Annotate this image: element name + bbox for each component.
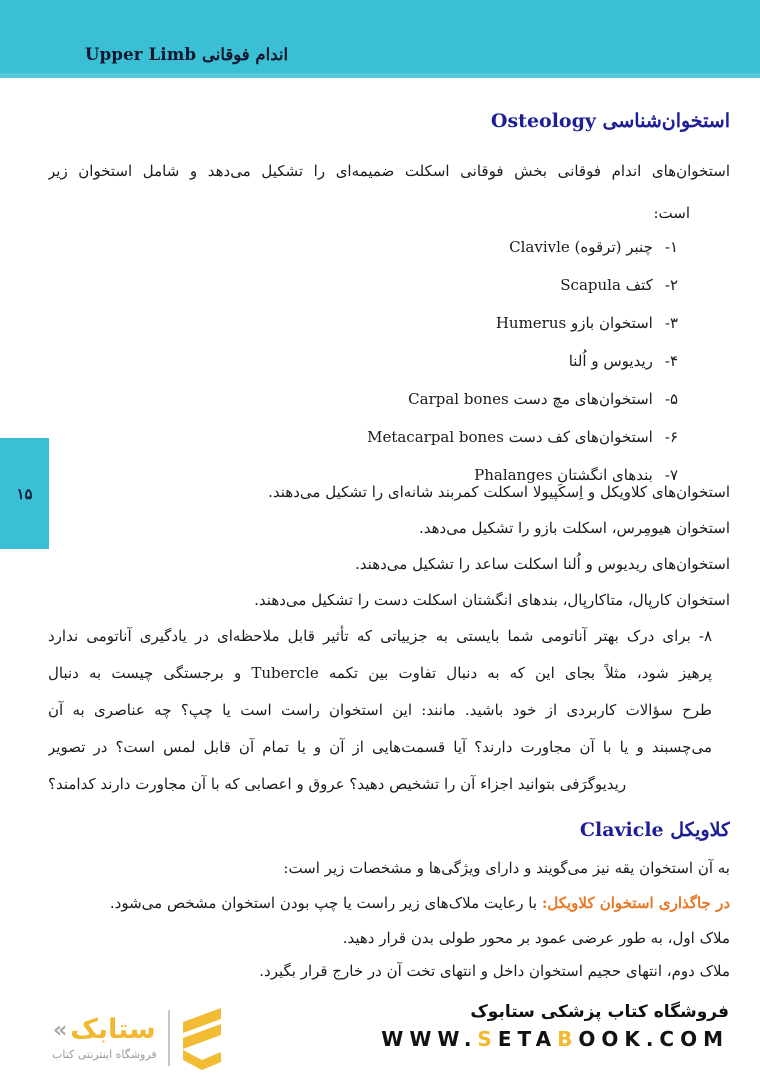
tip-line: ۸- برای درک بهتر آناتومی شما بایستی به جزییاتی که تأثیر قابل ملاحظه‌ای در یادگیری آناتومی ندارد xyxy=(48,627,712,645)
list-item xyxy=(48,380,730,418)
header-band xyxy=(0,0,760,78)
logo-divider xyxy=(168,1010,170,1066)
section-heading-clavicle: کلاویکل Clavicle xyxy=(579,819,730,841)
intro-paragraph-line2: است: xyxy=(653,204,690,222)
tip-line: می‌چسبند و یا با آن مجاورت دارند؟ آیا قسمت‌هایی از آن و یا تمام آن قابل لمس است؟ در تصویر xyxy=(48,738,712,756)
header-band-edge xyxy=(0,73,760,78)
list-item-number: ۳- xyxy=(664,314,678,332)
store-url xyxy=(381,1027,729,1051)
page-number: ۱۵ xyxy=(16,484,33,503)
list-item-number: ۴- xyxy=(664,352,678,370)
list-item-label: استخوان بازو Humerus xyxy=(495,314,653,332)
clavicle-placement-line xyxy=(48,888,730,918)
logo-wordmark: ستابک xyxy=(70,1014,156,1045)
note-line: استخوان کارپال، متاکارپال، بندهای انگشتان اسکلت دست را تشکیل می‌دهند. xyxy=(254,591,730,609)
list-item xyxy=(48,304,730,342)
logo-tagline: فروشگاه اینترنتی کتاب xyxy=(52,1048,157,1061)
store-title: فروشگاه کتاب پزشکی ستابوک xyxy=(470,1002,729,1022)
list-item-label: کتف Scapula xyxy=(560,276,653,294)
list-item-number: ۲- xyxy=(664,276,678,294)
chapter-title: اندام فوقانی Upper Limb xyxy=(85,45,289,64)
list-item-label: چنبر (ترقوه) Clavivle xyxy=(509,238,653,256)
placement-lead-text: در جاگذاری استخوان کلاویکل: xyxy=(541,894,730,912)
clavicle-criterion-1: ملاک اول، به طور عرضی عمود بر محور طولی بدن قرار دهید. xyxy=(342,929,730,947)
list-item-number: ۵- xyxy=(664,390,678,408)
chevron-stack-icon xyxy=(181,1006,221,1070)
list-item xyxy=(48,228,730,266)
clavicle-criterion-2: ملاک دوم، انتهای حجیم استخوان داخل و انتهای تخت آن در خارج قرار بگیرد. xyxy=(259,962,730,980)
bones-list xyxy=(48,228,730,494)
section-heading-osteology: استخوان‌شناسی Osteology xyxy=(490,110,730,132)
intro-paragraph-line1: استخوان‌های اندام فوقانی بخش فوقانی اسکلت ضمیمه‌ای را تشکیل می‌دهد و شامل استخوان زیر xyxy=(48,162,730,180)
tip-line: پرهیز شود، مثلاً بجای این که به دنبال تفاوت بین تکمه Tubercle و برجستگی چیست به دنبال xyxy=(48,664,712,682)
note-line: استخوان‌های ریدیوس و اُلنا اسکلت ساعد را تشکیل می‌دهند. xyxy=(355,555,730,573)
note-line: استخوان‌های کلاویکل و اِسکَپیولا اسکلت کمربند شانه‌ای را تشکیل می‌دهند. xyxy=(268,483,730,501)
footer-store-block xyxy=(381,1002,729,1051)
list-item xyxy=(48,266,730,304)
list-item-number: ۶- xyxy=(664,428,678,446)
setabook-logo xyxy=(52,1004,221,1072)
tip-line: ریدیوگرَفی بتوانید اجزاء آن را تشخیص دهید؟ عروق و اعصابی که با آن مجاورت دارند کدامند؟ xyxy=(48,775,627,793)
note-line: استخوان هیومِرس، اسکلت بازو را تشکیل می‌دهد. xyxy=(419,519,730,537)
logo-wordmark-row xyxy=(53,1015,156,1045)
logo-text-column xyxy=(52,1015,157,1061)
study-tip-paragraph xyxy=(48,618,712,803)
list-item-number: ۱- xyxy=(664,238,678,256)
list-item-label: بندهای انگشتان Phalanges xyxy=(474,466,653,484)
list-item xyxy=(48,342,730,380)
placement-rest-text: با رعایت ملاک‌های زیر راست یا چپ بودن استخوان مشخص می‌شود. xyxy=(109,894,542,912)
list-item-label: ریدیوس و اُلنا xyxy=(568,352,653,370)
list-item xyxy=(48,418,730,456)
list-item-number: ۷- xyxy=(664,466,678,484)
tip-line: طرح سؤالات کاربردی از خود باشید. مانند: این استخوان راست است یا چپ؟ چه عناصری به آن xyxy=(48,701,712,719)
clavicle-paragraph: به آن استخوان یقه نیز می‌گویند و دارای ویژگی‌ها و مشخصات زیر است: xyxy=(283,859,730,877)
list-item-label: استخوان‌های کف دست Metacarpal bones xyxy=(367,428,653,446)
url-part: ETA xyxy=(497,1027,558,1051)
url-part: OOK.COM xyxy=(578,1027,729,1051)
url-part: WWW. xyxy=(381,1027,478,1051)
url-accent-letter: B xyxy=(557,1027,579,1051)
logo-guillemet: « xyxy=(52,1017,68,1043)
url-accent-letter: S xyxy=(477,1027,498,1051)
page-number-tab xyxy=(0,438,49,549)
summary-notes xyxy=(48,474,730,618)
list-item-label: استخوان‌های مچ دست Carpal bones xyxy=(408,390,653,408)
